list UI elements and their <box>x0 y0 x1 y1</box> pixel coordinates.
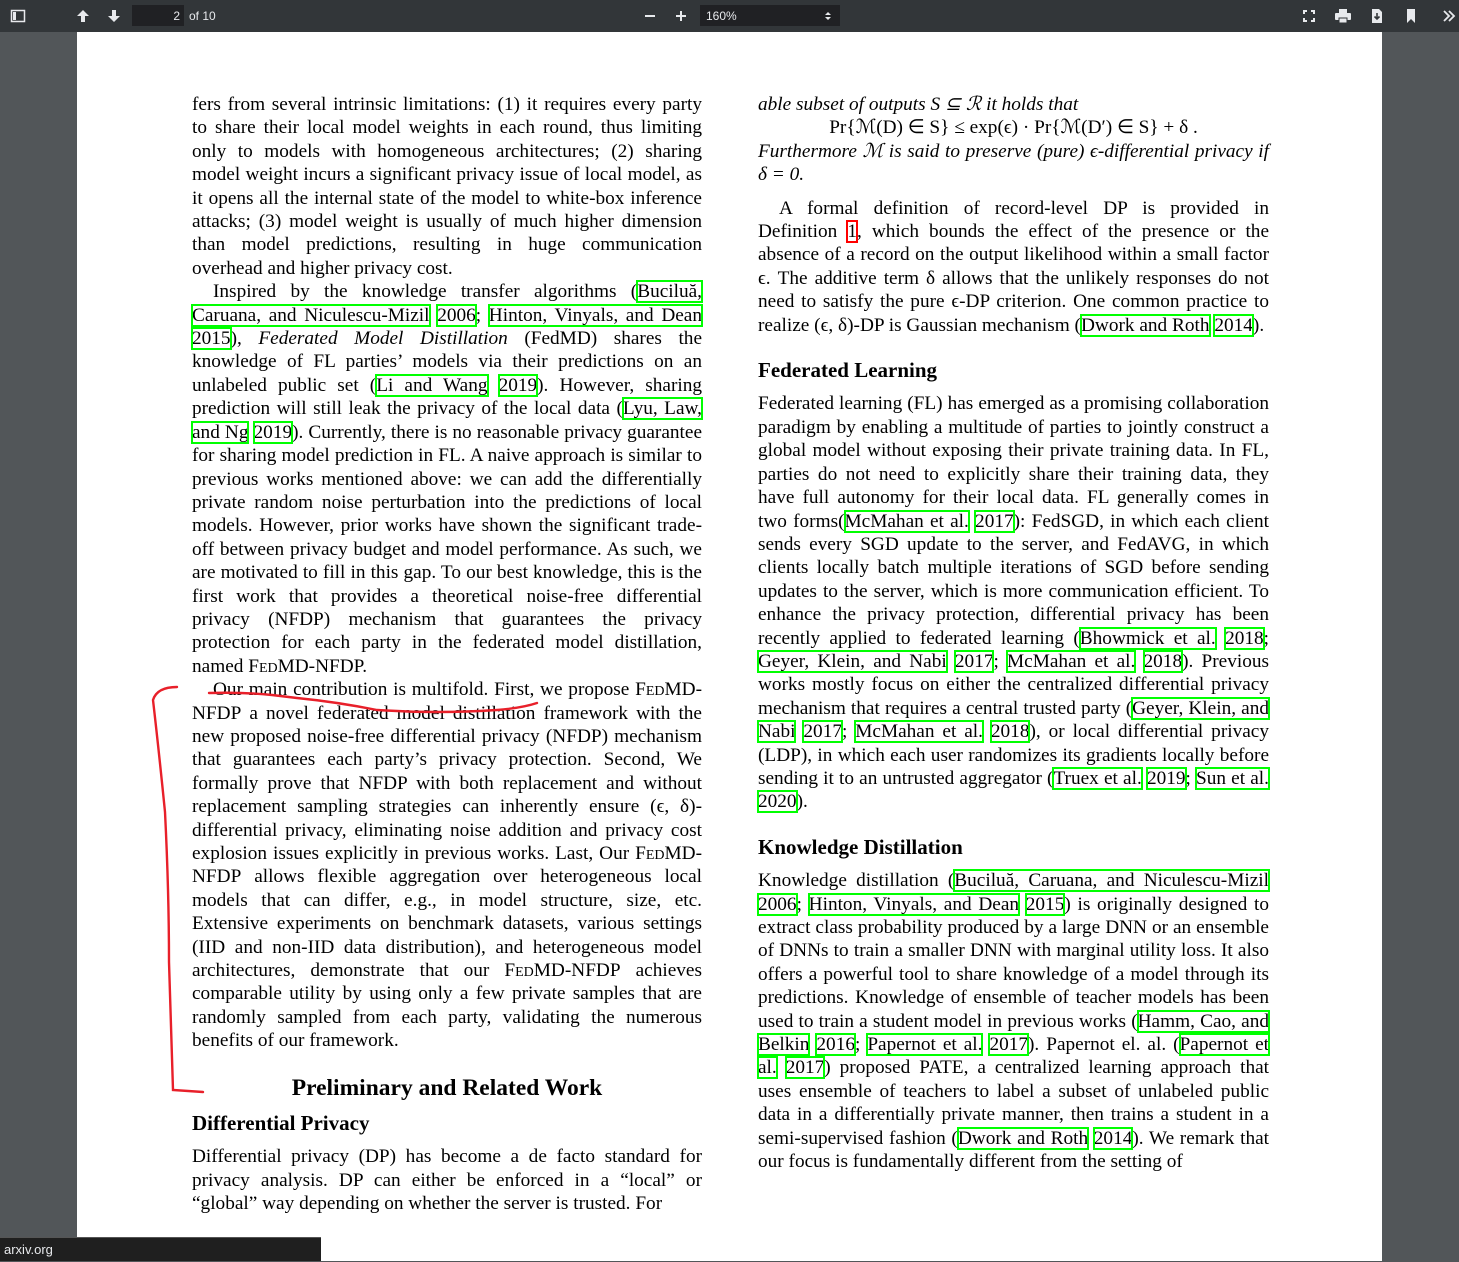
citation-link[interactable]: Geyer, Klein, and Nabi <box>758 650 947 672</box>
zoom-out-button[interactable] <box>638 4 662 28</box>
smallcaps-text: FedMD-NFDP <box>192 843 702 888</box>
zoom-select[interactable] <box>700 5 840 26</box>
paragraph-inspired: Inspired by the knowledge transfer algorithms (Buciluă, Caruana, and Niculescu-Mizil 2006; Hinton, Vinyals, and Dean 2015), Federated Model Distillation (FedMD) shares the knowledge of FL parties’ models via their predictions on an unlabeled public set (Li and Wang 2019). However, sharing prediction will still leak the privacy of the local data (Lyu, Law, and Ng 2019). Currently, there is no reasonable privacy guarantee for sharing model prediction in FL. A naive approach is similar to previous works mentioned above: we can add the differentially private random noise perturbation into the predictions of local models. However, prior works have shown the significant trade-off between privacy budget and model performance. As such, we are motivated to fill in this gap. To our best knowledge, this is the first work that provides a theoretical noise-free differential privacy (NFDP) mechanism that guarantees the privacy protection for each party in the federated model distillation, named FedMD-NFDP. <box>192 281 703 677</box>
print-icon <box>1334 8 1352 24</box>
citation-link[interactable]: McMahan et al. <box>855 721 983 743</box>
text-span: Inspired by the knowledge transfer algorithms ( <box>213 281 638 303</box>
fit-icon <box>1301 8 1317 24</box>
paragraph-dp: Differential privacy (DP) has become a de facto standard for privacy analysis. DP can either be enforced in a “local” or “global” way depending on whether the server is trusted. For <box>192 1146 702 1215</box>
definition-text: Furthermore ℳ is said to preserve (pure) ϵ-differential privacy if δ = 0. <box>758 140 1269 186</box>
bookmark-icon <box>1404 8 1418 24</box>
citation-year-link[interactable]: 2006 <box>758 893 797 915</box>
citation-link[interactable]: Buciluă, Caruana, and Niculescu-Mizil <box>954 870 1269 892</box>
page-number-input[interactable] <box>132 5 184 26</box>
citation-year-link[interactable]: 2017 <box>989 1034 1028 1056</box>
previous-page-button[interactable] <box>71 4 95 28</box>
citation-year-link[interactable]: 2018 <box>990 721 1030 743</box>
citation-link[interactable]: Lyu, Law, and Ng <box>192 398 703 443</box>
citation-year-link[interactable]: 2015 <box>192 328 231 350</box>
subsection-title-kd: Knowledge Distillation <box>758 834 963 859</box>
citation-year-link[interactable]: 2016 <box>816 1034 855 1056</box>
citation-link[interactable]: Papernot et al. <box>758 1034 1270 1079</box>
sidebar-toggle-button[interactable] <box>6 4 30 28</box>
text-span: ). We remark that our focus is fundamentally different from the setting of <box>758 1127 1269 1173</box>
text-span: , which bounds the effect of the presence or the absence of a record on the output likelihood within a small factor ϵ. The additive term δ allows that the unlikely responses do not need to satisfy the pure ϵ-DP criterion. One common practice to realize (ϵ, δ)-DP is Gaussian mechanism ( <box>758 221 1269 336</box>
citation-link[interactable]: Sun et al. <box>1196 767 1269 789</box>
download-button[interactable] <box>1365 4 1389 28</box>
paragraph-formal-definition <box>758 197 1269 337</box>
zoom-value: 160% <box>706 8 737 23</box>
pdf-toolbar <box>0 0 1459 32</box>
text-span: allows flexible aggregation over heterogeneous local models that can differ, e.g., in model structure, size, etc. Extensive experiments on benchmark datasets, various settings (IID and non-IID data distribution), and heterogeneous model architectures, demonstrate that our <box>192 866 702 982</box>
citation-link[interactable]: Li and Wang <box>376 374 488 396</box>
smallcaps-text: FedMD-NFDP <box>504 960 621 982</box>
more-actions-button[interactable] <box>1437 4 1459 28</box>
citation-link[interactable]: Hinton, Vinyals, and Dean <box>488 304 702 326</box>
equation: Pr{ℳ(D) ∈ S} ≤ exp(ϵ) · Pr{ℳ(D′) ∈ S} + δ . <box>829 117 1198 139</box>
chevron-updown-icon <box>824 10 832 22</box>
paragraph-contribution <box>192 678 702 1053</box>
text-span: achieves comparable utility by using only a few private samples that are randomly sampled from each party, validating the numerous benefits of our framework. <box>192 960 702 1052</box>
fit-page-button[interactable] <box>1297 4 1321 28</box>
paragraph-fl: Federated learning (FL) has emerged as a promising collaboration paradigm by enabling a multitude of parties to jointly construct a global model without exposing their private training data. In FL, parties do not need to explicitly share their training data, they have full autonomy for their local data. FL generally comes in two forms(McMahan et al. 2017): FedSGD, in which each client sends every SGD update to the server, and FedAVG, in which clients locally batch multiple iterations of SGD before sending updates to the server, which is more communication efficient. To enhance the privacy protection, differential privacy has been recently applied to federated learning (Bhowmick et al. 2018; Geyer, Klein, and Nabi 2017; McMahan et al. 2018). Previous works mostly focus on either the centralized differential privacy mechanism that requires a central trusted party (Geyer, Klein, and Nabi 2017; McMahan et al. 2018), or local differential privacy (LDP), in which each user randomizes its gradients locally before sending it to an untrusted aggregator (Truex et al. 2019; Sun et al. 2020). <box>758 393 1269 813</box>
download-icon <box>1369 8 1385 24</box>
smallcaps-text: FedMD-NFDP. <box>248 655 368 677</box>
text-span: a novel federated model distillation framework with the new proposed noise-free differential privacy (NFDP) mechanism that guarantees each party’s privacy protection. Second, We formally prove that NFDP with both replacement and without replacement sampling strategies can inherently ensure (ϵ, δ)-differential privacy, eliminating noise addition and privacy cost explosion issues explicitly in previous works. Last, Our <box>192 702 702 864</box>
section-title: Preliminary and Related Work <box>291 1074 603 1101</box>
citation-year-link[interactable]: 2017 <box>954 650 994 672</box>
citation-link[interactable]: Hinton, Vinyals, and Dean <box>808 893 1020 915</box>
paragraph-kd: Knowledge distillation (Buciluă, Caruana, and Niculescu-Mizil 2006; Hinton, Vinyals, and Dean 2015) is originally designed to extract class probability produced by a large DNN or an ensemble of DNNs to train a smaller DNN with marginal utility loss. It also offers a powerful tool to share knowledge of a model through its predictions. Knowledge of ensemble of teacher models has been used to train a student model in previous works (Hamm, Cao, and Belkin 2016; Papernot et al. 2017). Papernot el. al. (Papernot et al. 2017) proposed PATE, a centralized learning approach that uses ensemble of teachers to label a subset of unlabeled public data in a differentially private manner, then trains a student in a semi-supervised fashion (Dwork and Roth 2014). We remark that our focus is fundamentally different from the setting of <box>758 870 1270 1173</box>
citation-link[interactable]: Geyer, Klein, and Nabi <box>758 697 1269 743</box>
text-span: ). <box>1252 314 1265 336</box>
citation-year-link[interactable]: 2019 <box>253 421 293 443</box>
right-column <box>758 93 1269 1173</box>
print-button[interactable] <box>1331 4 1355 28</box>
citation-link[interactable]: Papernot et al. <box>867 1034 983 1056</box>
plus-icon <box>674 9 688 23</box>
citation-link[interactable]: Dwork and Roth <box>1080 314 1210 336</box>
sidebar-icon <box>10 8 26 24</box>
citation-year-link[interactable]: 2014 <box>1214 314 1253 336</box>
text-span: ). Papernot el. al. ( <box>1028 1034 1180 1056</box>
page-count-label: of 10 <box>189 9 216 23</box>
smallcaps-text: FedMD-NFDP <box>192 679 702 724</box>
citation-year-link[interactable]: 2017 <box>785 1057 825 1079</box>
citation-year-link[interactable]: 2017 <box>975 510 1014 532</box>
citation-year-link[interactable]: 2018 <box>1143 650 1183 672</box>
citation-year-link[interactable]: 2018 <box>1225 627 1264 649</box>
citation-link[interactable]: Bhowmick et al. <box>1079 627 1216 649</box>
pdf-page <box>77 32 1382 1261</box>
citation-link[interactable]: Hamm, Cao, and Belkin <box>758 1010 1269 1056</box>
citation-link[interactable]: Buciluă, Caruana, and Niculescu-Mizil <box>192 281 702 326</box>
arrow-up-icon <box>75 8 91 24</box>
text-span: Knowledge distillation ( <box>758 870 955 892</box>
text-span: ), or local differential privacy (LDP), in which each user randomizes its gradients locally before sending it to an untrusted aggregator ( <box>758 721 1269 789</box>
text-span: (FedMD) shares the knowledge of FL parties’ models via their predictions on an unlabeled public set ( <box>192 328 703 396</box>
more-icon <box>1441 8 1457 24</box>
text-span: ). Currently, there is no reasonable privacy guarantee for sharing model prediction in FL. A naive approach is similar to previous works mentioned above: we can add the differentially private random noise perturbation into the predictions of local models. However, prior works have shown the significant trade-off between privacy budget and model performance. As such, we are motivated to fill in this gap. To our best knowledge, this is the first work that provides a theoretical noise-free differential privacy (NFDP) mechanism that guarantees the privacy protection for each party in the federated model distillation, named <box>192 421 703 677</box>
citation-link[interactable]: Truex et al. <box>1053 767 1142 789</box>
citation-year-link[interactable]: 2020 <box>758 791 797 813</box>
paragraph-limitations: fers from several intrinsic limitations: (1) it requires every party to share their local model weights in each round, thus limiting only to models with homogeneous architectures; (2) sharing model weight incurs a significant privacy issue of local model, as it opens all the internal state of the model to white-box inference attacks; (3) model weight is usually of much higher dimension than model predictions, resulting in huge communication overhead and higher privacy cost. <box>192 94 702 279</box>
zoom-in-button[interactable] <box>669 4 693 28</box>
citation-year-link[interactable]: 2019 <box>1146 767 1186 789</box>
citation-year-link[interactable]: 2015 <box>1025 893 1065 915</box>
text-span: ). However, sharing prediction will still leak the privacy of the local data ( <box>192 374 703 420</box>
text-span: ). Previous works mostly focus on either the centralized differential privacy mechanism that requires a central trusted party ( <box>758 650 1269 719</box>
text-span: Our main contribution is multifold. First, we propose <box>213 679 636 701</box>
arrow-down-icon <box>106 8 122 24</box>
definition-text: able subset of outputs S ⊆ ℛ it holds that <box>758 94 1079 115</box>
left-column <box>192 93 702 1216</box>
citation-link[interactable]: McMahan et al. <box>1007 650 1136 672</box>
text-span: ). <box>796 791 808 813</box>
text-span: A formal definition of record-level DP is provided in Definition <box>758 197 1269 243</box>
next-page-button[interactable] <box>102 4 126 28</box>
emphasis-text: Federated Model Distillation <box>258 328 508 350</box>
text-span: ), <box>230 328 259 350</box>
citation-year-link[interactable]: 2019 <box>498 374 538 396</box>
text-span: ) is originally designed to extract class probability produced by a large DNN or an ensemble of DNNs to train a smaller DNN with marginal utility loss. It also offers a powerful tool to share knowledge of a model through its predictions. Knowledge of ensemble of teacher models has been used to train a student model in previous works ( <box>758 893 1270 1032</box>
definition-ref-link[interactable]: 1 <box>847 221 857 243</box>
text-span: Federated learning (FL) has emerged as a promising collaboration paradigm by enabling a multitude of parties to jointly construct a global model without exposing their private training data. In FL, parties do not need to explicitly share their training data, they have full autonomy for their local data. FL generally comes in two forms( <box>758 393 1269 532</box>
citation-year-link[interactable]: 2017 <box>803 721 842 743</box>
citation-year-link[interactable]: 2006 <box>437 304 476 326</box>
subsection-title-dp: Differential Privacy <box>192 1111 370 1136</box>
bookmark-button[interactable] <box>1399 4 1423 28</box>
minus-icon <box>643 9 657 23</box>
citation-year-link[interactable]: 2014 <box>1093 1127 1133 1149</box>
citation-link[interactable]: McMahan et al. <box>844 510 969 532</box>
status-url-bubble: arxiv.org <box>0 1237 321 1261</box>
citation-link[interactable]: Dwork and Roth <box>957 1127 1089 1149</box>
text-span: ) proposed PATE, a centralized learning approach that uses ensemble of teachers to label a subset of unlabeled public data in a differentially private manner, then trains a student in a semi-supervised fashion ( <box>758 1057 1269 1149</box>
subsection-title-fl: Federated Learning <box>758 358 938 383</box>
text-span: ): FedSGD, in which each client sends every SGD update to the server, and FedAVG, in which clients locally batch multiple iterations of SGD before sending updates to the server, which is more communication efficient. To enhance the privacy protection, differential privacy has been recently applied to federated learning ( <box>758 510 1269 649</box>
